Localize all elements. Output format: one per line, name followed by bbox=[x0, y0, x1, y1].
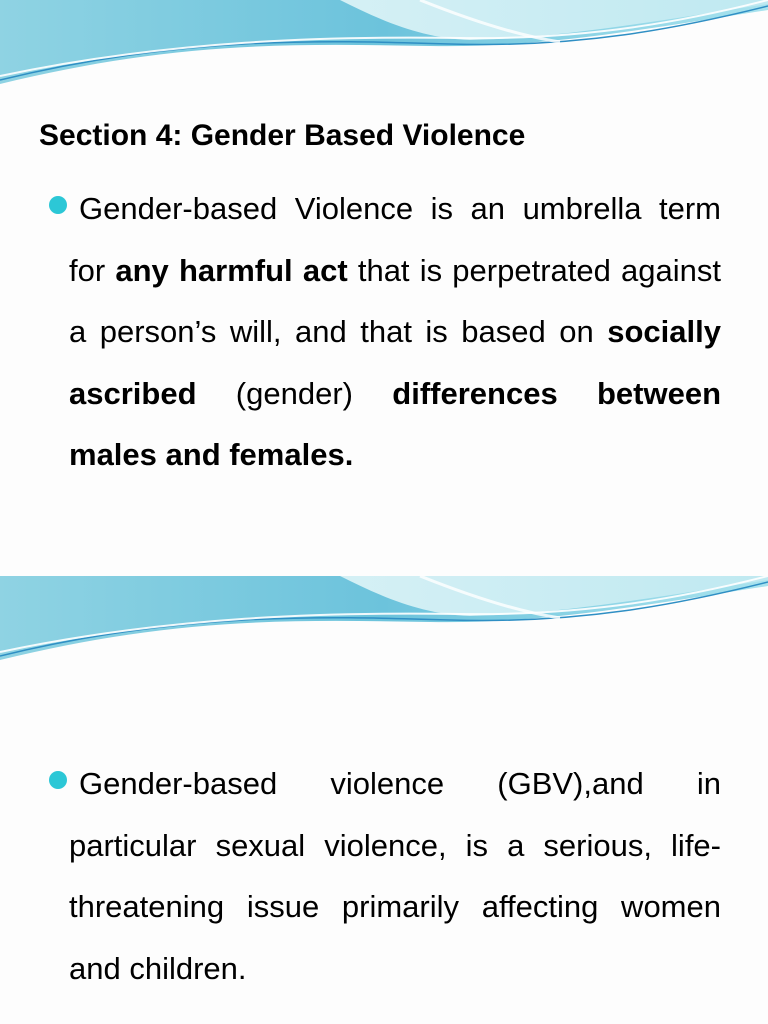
wave-banner-icon bbox=[0, 576, 768, 676]
slide-2 bbox=[0, 576, 768, 1024]
slide-title: Section 4: Gender Based Violence bbox=[39, 119, 526, 152]
bullet-text bbox=[69, 178, 721, 486]
wave-banner-icon bbox=[0, 0, 768, 100]
bullet-bold-run: socially ascribed bbox=[69, 314, 721, 411]
bullet-dot-icon bbox=[49, 771, 67, 789]
bullet-bold-run: any harmful act bbox=[115, 252, 348, 288]
bullet-text-run: (gender) bbox=[196, 375, 393, 411]
bullet-text-run: that is perpetrated against a person’s will, and that is based on bbox=[69, 252, 722, 349]
bullet-bold-run: differences between males and females. bbox=[69, 375, 722, 472]
bullet-text-run: Gender-based Violence is an umbrella term for bbox=[69, 191, 721, 288]
bullet-dot-icon bbox=[49, 196, 67, 214]
bullet-text: Gender-based violence (GBV),and in particular sexual violence, is a serious, life-threatening issue primarily affecting women and children. bbox=[69, 766, 721, 986]
